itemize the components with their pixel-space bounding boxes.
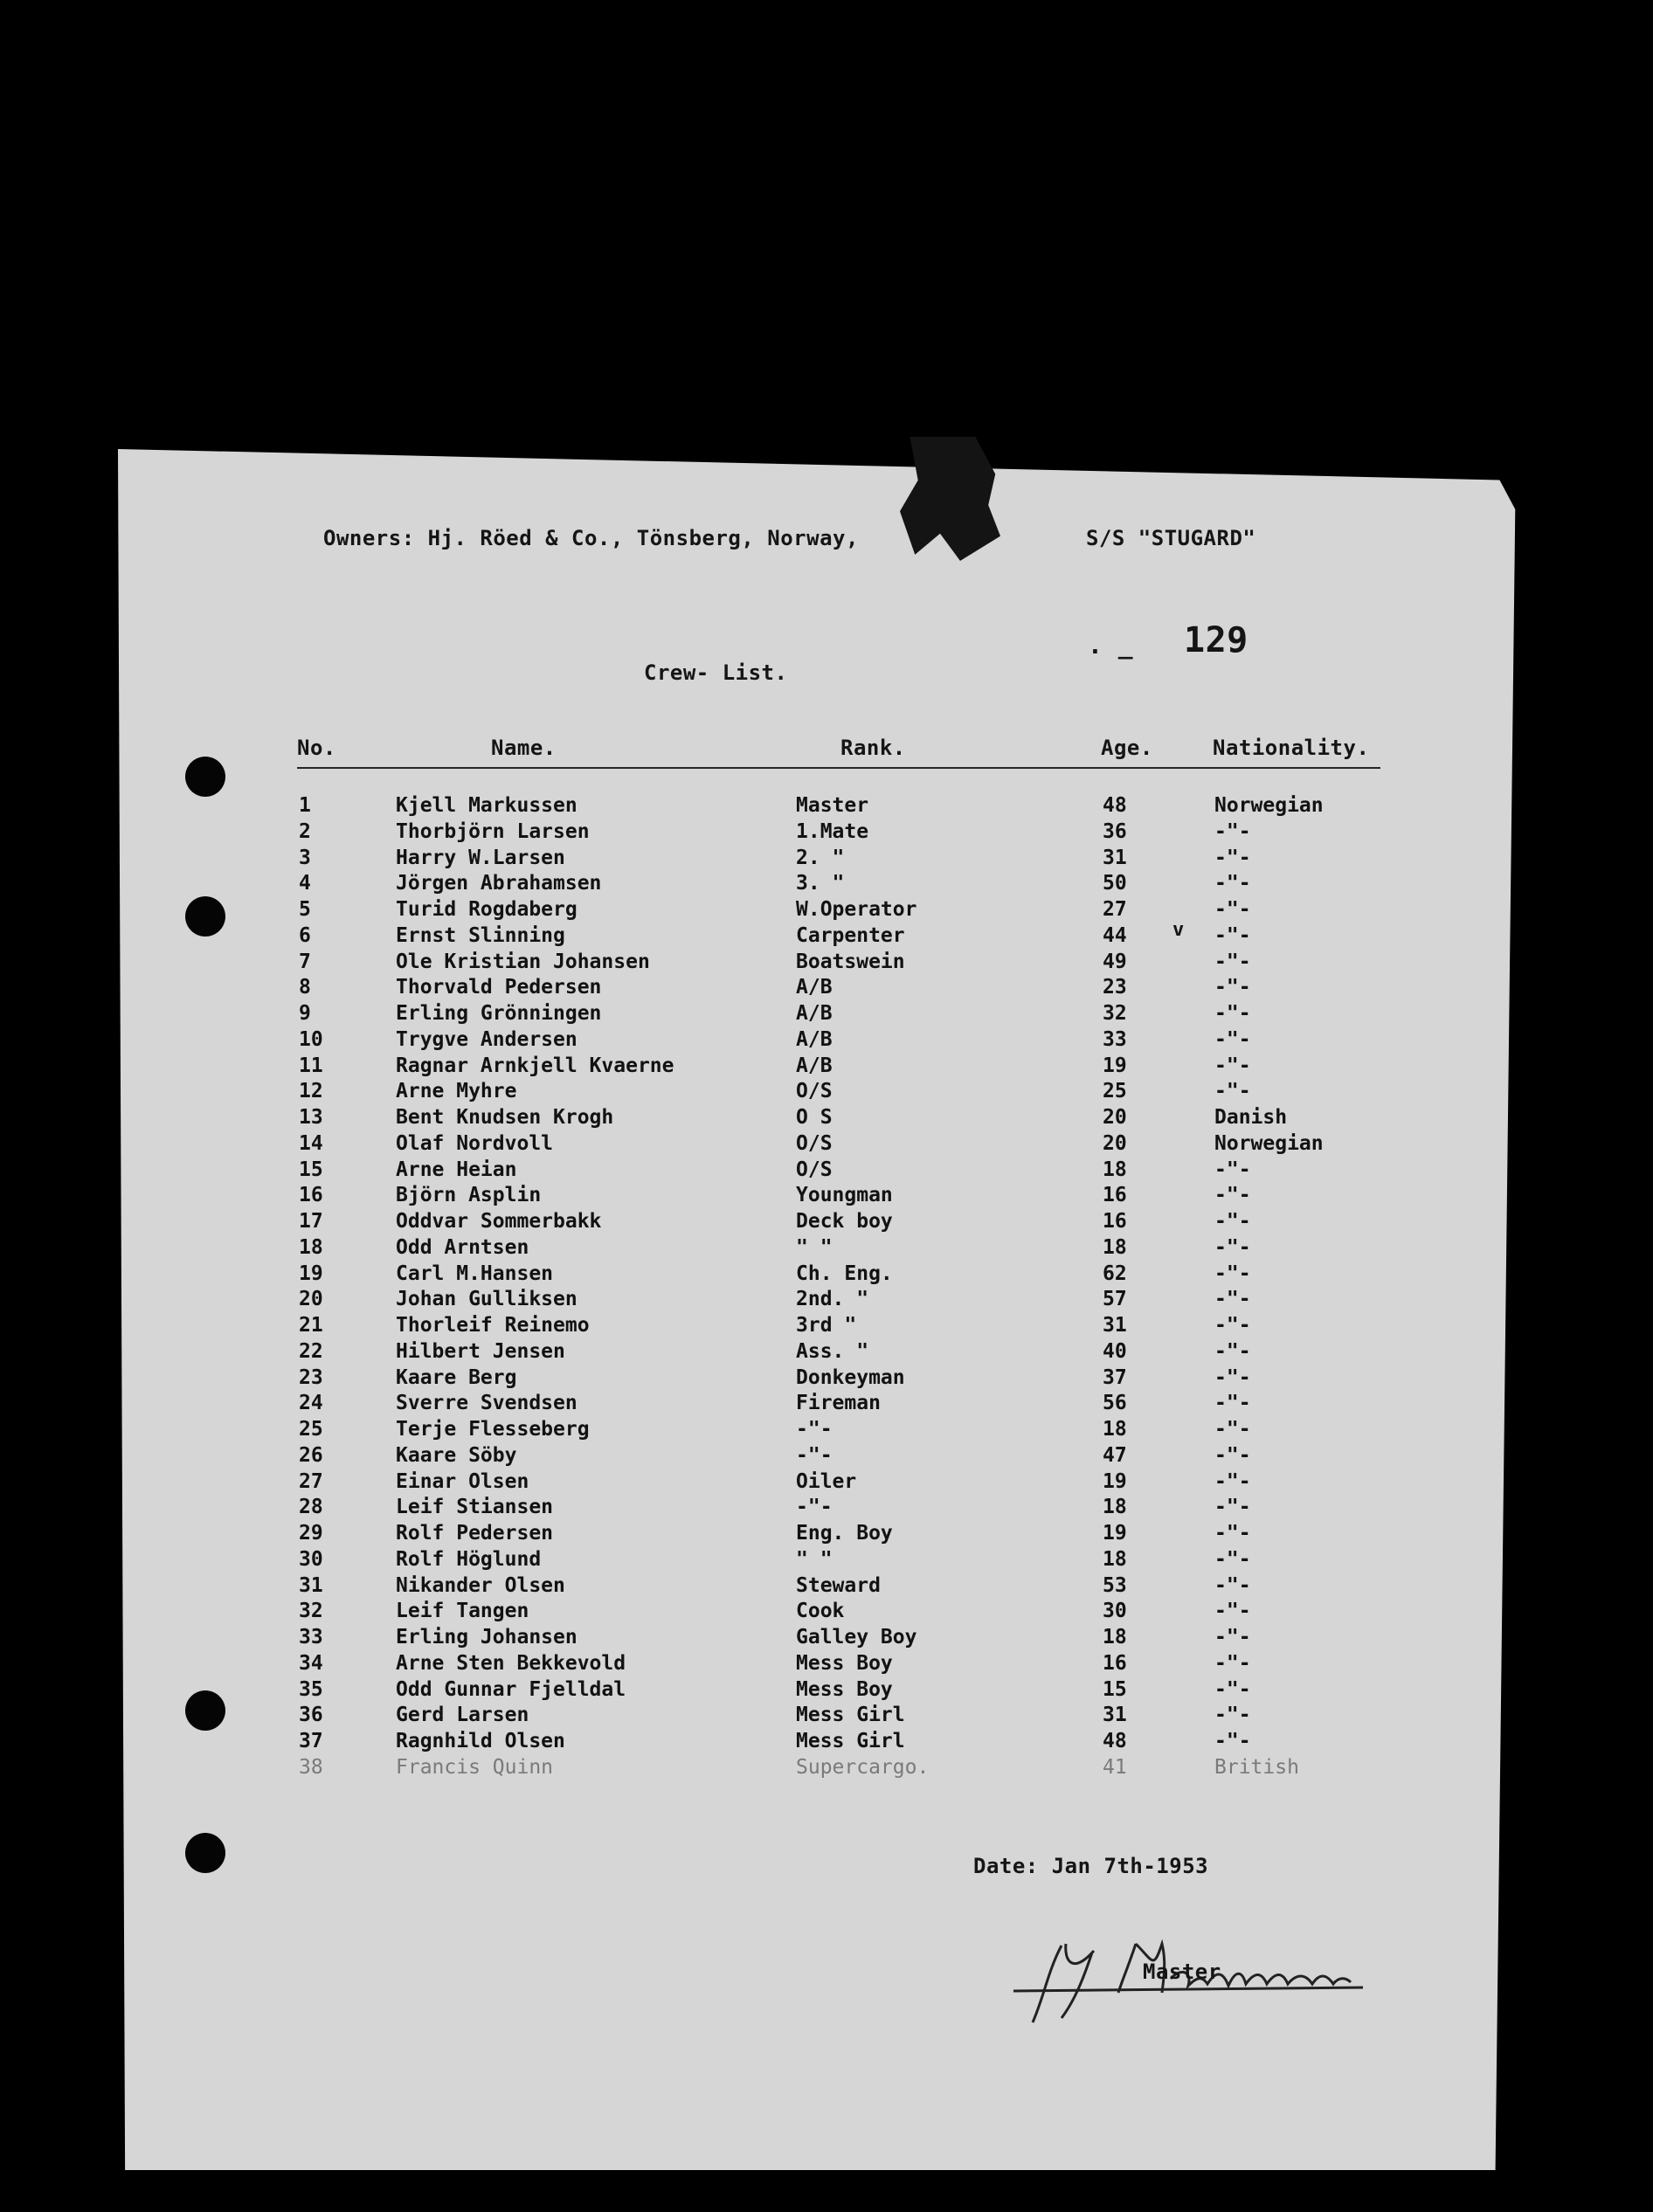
table-row xyxy=(0,1704,1653,1730)
crew-age: 48 xyxy=(1103,794,1127,817)
crew-name: Kaare Berg xyxy=(396,1366,517,1389)
crew-no: 19 xyxy=(299,1262,323,1285)
crew-no: 30 xyxy=(299,1548,323,1571)
crew-rank: O/S xyxy=(796,1158,833,1181)
crew-name: Björn Asplin xyxy=(396,1184,542,1206)
crew-nationality: -"- xyxy=(1214,1288,1251,1310)
crew-rank: Deck boy xyxy=(796,1210,893,1233)
crew-name: Rolf Pedersen xyxy=(396,1522,554,1545)
crew-nationality: -"- xyxy=(1214,1470,1251,1493)
crew-rank: -"- xyxy=(796,1418,833,1441)
tick-mark: v xyxy=(1172,919,1185,941)
crew-age: 16 xyxy=(1103,1184,1127,1206)
crew-no: 3 xyxy=(299,847,311,869)
crew-age: 18 xyxy=(1103,1626,1127,1649)
table-row xyxy=(0,1054,1653,1081)
crew-rank: Boatswein xyxy=(796,950,905,973)
crew-nationality: -"- xyxy=(1214,1262,1251,1285)
crew-name: Erling Grönningen xyxy=(396,1002,602,1025)
crew-name: Thorvald Pedersen xyxy=(396,976,602,999)
crew-name: Nikander Olsen xyxy=(396,1574,565,1597)
crew-no: 22 xyxy=(299,1340,323,1363)
crew-name: Carl M.Hansen xyxy=(396,1262,554,1285)
crew-rank: Ch. Eng. xyxy=(796,1262,893,1285)
crew-nationality: Danish xyxy=(1214,1106,1288,1129)
crew-nationality: -"- xyxy=(1214,1522,1251,1545)
table-row xyxy=(0,950,1653,977)
table-row xyxy=(0,1288,1653,1314)
table-row xyxy=(0,976,1653,1002)
crew-age: 16 xyxy=(1103,1652,1127,1675)
crew-no: 15 xyxy=(299,1158,323,1181)
crew-no: 16 xyxy=(299,1184,323,1206)
crew-no: 24 xyxy=(299,1392,323,1414)
crew-name: Kaare Söby xyxy=(396,1444,517,1467)
crew-nationality: -"- xyxy=(1214,1236,1251,1259)
crew-rank: Galley Boy xyxy=(796,1626,917,1649)
crew-age: 40 xyxy=(1103,1340,1127,1363)
crew-nationality: -"- xyxy=(1214,1080,1251,1103)
punch-hole xyxy=(185,1833,225,1873)
crew-age: 36 xyxy=(1103,820,1127,843)
ship-name: S/S "STUGARD" xyxy=(1086,526,1256,550)
crew-rank: Mess Girl xyxy=(796,1704,905,1726)
crew-no: 10 xyxy=(299,1028,323,1051)
crew-age: 18 xyxy=(1103,1418,1127,1441)
crew-nationality: -"- xyxy=(1214,1158,1251,1181)
crew-rank: A/B xyxy=(796,1002,833,1025)
crew-age: 16 xyxy=(1103,1210,1127,1233)
crew-nationality: British xyxy=(1214,1756,1299,1779)
crew-age: 30 xyxy=(1103,1600,1127,1622)
crew-no: 4 xyxy=(299,872,311,895)
crew-nationality: -"- xyxy=(1214,1652,1251,1675)
owners-line: Owners: Hj. Röed & Co., Tönsberg, Norway, xyxy=(323,526,859,550)
crew-age: 31 xyxy=(1103,847,1127,869)
crew-nationality: -"- xyxy=(1214,1392,1251,1414)
crew-age: 15 xyxy=(1103,1678,1127,1701)
crew-name: Turid Rogdaberg xyxy=(396,898,578,921)
crew-nationality: -"- xyxy=(1214,1054,1251,1077)
crew-age: 48 xyxy=(1103,1730,1127,1752)
crew-rank: 3. " xyxy=(796,872,845,895)
crew-age: 23 xyxy=(1103,976,1127,999)
table-row xyxy=(0,1392,1653,1418)
crew-nationality: -"- xyxy=(1214,1444,1251,1467)
crew-rank: Fireman xyxy=(796,1392,881,1414)
table-row xyxy=(0,1730,1653,1756)
table-row xyxy=(0,1652,1653,1678)
crew-nationality: -"- xyxy=(1214,976,1251,999)
crew-age: 37 xyxy=(1103,1366,1127,1389)
crew-rank: 1.Mate xyxy=(796,820,869,843)
crew-no: 36 xyxy=(299,1704,323,1726)
crew-rank: " " xyxy=(796,1236,833,1259)
crew-name: Thorbjörn Larsen xyxy=(396,820,590,843)
crew-nationality: -"- xyxy=(1214,872,1251,895)
crew-name: Gerd Larsen xyxy=(396,1704,529,1726)
crew-name: Leif Stiansen xyxy=(396,1496,554,1518)
crew-no: 1 xyxy=(299,794,311,817)
crew-age: 47 xyxy=(1103,1444,1127,1467)
table-row xyxy=(0,898,1653,924)
table-row xyxy=(0,1574,1653,1600)
crew-no: 6 xyxy=(299,924,311,947)
page-mark: . _ xyxy=(1088,631,1134,660)
crew-no: 8 xyxy=(299,976,311,999)
crew-name: Ragnar Arnkjell Kvaerne xyxy=(396,1054,674,1077)
crew-no: 28 xyxy=(299,1496,323,1518)
crew-nationality: -"- xyxy=(1214,1496,1251,1518)
table-row xyxy=(0,847,1653,873)
crew-rank: O/S xyxy=(796,1132,833,1155)
crew-rank: Supercargo. xyxy=(796,1756,930,1779)
column-header-nationality: Nationality. xyxy=(1213,736,1370,760)
crew-nationality: -"- xyxy=(1214,1626,1251,1649)
crew-no: 11 xyxy=(299,1054,323,1077)
crew-nationality: -"- xyxy=(1214,898,1251,921)
crew-no: 23 xyxy=(299,1366,323,1389)
crew-name: Oddvar Sommerbakk xyxy=(396,1210,602,1233)
crew-rank: 2. " xyxy=(796,847,845,869)
crew-nationality: -"- xyxy=(1214,1366,1251,1389)
crew-age: 20 xyxy=(1103,1132,1127,1155)
crew-nationality: Norwegian xyxy=(1214,794,1324,817)
document-date: Date: Jan 7th-1953 xyxy=(973,1854,1209,1878)
table-row xyxy=(0,1522,1653,1548)
crew-nationality: -"- xyxy=(1214,847,1251,869)
crew-name: Olaf Nordvoll xyxy=(396,1132,554,1155)
table-row xyxy=(0,1314,1653,1340)
crew-nationality: -"- xyxy=(1214,1548,1251,1571)
crew-nationality: -"- xyxy=(1214,1574,1251,1597)
crew-name: Ernst Slinning xyxy=(396,924,565,947)
crew-nationality: -"- xyxy=(1214,924,1251,947)
crew-no: 37 xyxy=(299,1730,323,1752)
table-row xyxy=(0,872,1653,898)
table-row xyxy=(0,1548,1653,1574)
crew-age: 49 xyxy=(1103,950,1127,973)
table-row xyxy=(0,1626,1653,1652)
crew-age: 33 xyxy=(1103,1028,1127,1051)
crew-age: 57 xyxy=(1103,1288,1127,1310)
crew-rank: " " xyxy=(796,1548,833,1571)
crew-no: 14 xyxy=(299,1132,323,1155)
crew-no: 33 xyxy=(299,1626,323,1649)
crew-age: 20 xyxy=(1103,1106,1127,1129)
table-row xyxy=(0,1678,1653,1704)
crew-nationality: -"- xyxy=(1214,1678,1251,1701)
crew-rank: Mess Girl xyxy=(796,1730,905,1752)
crew-name: Rolf Höglund xyxy=(396,1548,542,1571)
crew-no: 31 xyxy=(299,1574,323,1597)
crew-nationality: -"- xyxy=(1214,1730,1251,1752)
crew-name: Kjell Markussen xyxy=(396,794,578,817)
crew-no: 21 xyxy=(299,1314,323,1337)
crew-no: 25 xyxy=(299,1418,323,1441)
crew-name: Sverre Svendsen xyxy=(396,1392,578,1414)
crew-age: 19 xyxy=(1103,1522,1127,1545)
crew-nationality: -"- xyxy=(1214,950,1251,973)
crew-age: 41 xyxy=(1103,1756,1127,1779)
crew-rank: 3rd " xyxy=(796,1314,857,1337)
table-row xyxy=(0,1132,1653,1158)
crew-no: 9 xyxy=(299,1002,311,1025)
crew-no: 32 xyxy=(299,1600,323,1622)
table-row xyxy=(0,1236,1653,1262)
table-row xyxy=(0,1444,1653,1470)
table-row xyxy=(0,1496,1653,1522)
torn-corner xyxy=(900,437,1000,561)
crew-age: 18 xyxy=(1103,1496,1127,1518)
punch-hole xyxy=(185,757,225,797)
crew-nationality: -"- xyxy=(1214,820,1251,843)
table-row xyxy=(0,924,1653,950)
crew-no: 18 xyxy=(299,1236,323,1259)
table-row xyxy=(0,794,1653,820)
crew-age: 25 xyxy=(1103,1080,1127,1103)
column-header-no: No. xyxy=(297,736,336,760)
crew-age: 44 xyxy=(1103,924,1127,947)
crew-nationality: -"- xyxy=(1214,1704,1251,1726)
crew-age: 31 xyxy=(1103,1704,1127,1726)
crew-age: 53 xyxy=(1103,1574,1127,1597)
table-row xyxy=(0,1262,1653,1289)
crew-nationality: -"- xyxy=(1214,1210,1251,1233)
column-header-rank: Rank. xyxy=(840,736,906,760)
crew-rank: Mess Boy xyxy=(796,1652,893,1675)
crew-no: 35 xyxy=(299,1678,323,1701)
crew-name: Jörgen Abrahamsen xyxy=(396,872,602,895)
crew-no: 2 xyxy=(299,820,311,843)
crew-name: Erling Johansen xyxy=(396,1626,578,1649)
crew-rank: Cook xyxy=(796,1600,845,1622)
crew-age: 19 xyxy=(1103,1470,1127,1493)
crew-rank: Oiler xyxy=(796,1470,857,1493)
crew-nationality: -"- xyxy=(1214,1600,1251,1622)
table-row xyxy=(0,1756,1653,1782)
crew-age: 27 xyxy=(1103,898,1127,921)
crew-name: Harry W.Larsen xyxy=(396,847,565,869)
crew-name: Einar Olsen xyxy=(396,1470,529,1493)
crew-nationality: -"- xyxy=(1214,1184,1251,1206)
crew-name: Bent Knudsen Krogh xyxy=(396,1106,614,1129)
crew-name: Terje Flesseberg xyxy=(396,1418,590,1441)
crew-age: 56 xyxy=(1103,1392,1127,1414)
crew-name: Francis Quinn xyxy=(396,1756,554,1779)
crew-nationality: -"- xyxy=(1214,1314,1251,1337)
crew-no: 27 xyxy=(299,1470,323,1493)
crew-rank: W.Operator xyxy=(796,898,917,921)
crew-no: 38 xyxy=(299,1756,323,1779)
crew-no: 34 xyxy=(299,1652,323,1675)
column-header-name: Name. xyxy=(491,736,557,760)
crew-no: 12 xyxy=(299,1080,323,1103)
crew-rank: A/B xyxy=(796,976,833,999)
crew-age: 18 xyxy=(1103,1548,1127,1571)
crew-age: 50 xyxy=(1103,872,1127,895)
document-title: Crew- List. xyxy=(644,660,788,685)
crew-age: 18 xyxy=(1103,1158,1127,1181)
crew-rank: Ass. " xyxy=(796,1340,869,1363)
crew-no: 26 xyxy=(299,1444,323,1467)
crew-name: Hilbert Jensen xyxy=(396,1340,565,1363)
crew-rank: -"- xyxy=(796,1496,833,1518)
crew-rank: A/B xyxy=(796,1028,833,1051)
crew-age: 32 xyxy=(1103,1002,1127,1025)
crew-name: Trygve Andersen xyxy=(396,1028,578,1051)
crew-rank: Mess Boy xyxy=(796,1678,893,1701)
table-row xyxy=(0,1080,1653,1106)
crew-no: 13 xyxy=(299,1106,323,1129)
crew-nationality: -"- xyxy=(1214,1418,1251,1441)
crew-nationality: Norwegian xyxy=(1214,1132,1324,1155)
crew-name: Arne Myhre xyxy=(396,1080,517,1103)
crew-rank: -"- xyxy=(796,1444,833,1467)
table-row xyxy=(0,1340,1653,1366)
table-row xyxy=(0,1002,1653,1028)
header-rule xyxy=(297,767,1380,769)
crew-no: 20 xyxy=(299,1288,323,1310)
crew-rank: Donkeyman xyxy=(796,1366,905,1389)
crew-name: Ole Kristian Johansen xyxy=(396,950,650,973)
table-row xyxy=(0,1600,1653,1626)
crew-rank: Carpenter xyxy=(796,924,905,947)
crew-rank: O/S xyxy=(796,1080,833,1103)
signature-role: Master xyxy=(1143,1960,1221,1984)
crew-nationality: -"- xyxy=(1214,1028,1251,1051)
crew-nationality: -"- xyxy=(1214,1002,1251,1025)
crew-rank: Master xyxy=(796,794,869,817)
crew-name: Leif Tangen xyxy=(396,1600,529,1622)
column-header-age: Age. xyxy=(1101,736,1153,760)
table-row xyxy=(0,1184,1653,1210)
crew-name: Odd Gunnar Fjelldal xyxy=(396,1678,626,1701)
crew-name: Thorleif Reinemo xyxy=(396,1314,590,1337)
page-number: 129 xyxy=(1184,620,1248,660)
table-row xyxy=(0,1366,1653,1393)
crew-no: 5 xyxy=(299,898,311,921)
table-row xyxy=(0,820,1653,847)
table-row xyxy=(0,1210,1653,1236)
crew-no: 7 xyxy=(299,950,311,973)
crew-name: Ragnhild Olsen xyxy=(396,1730,565,1752)
crew-age: 31 xyxy=(1103,1314,1127,1337)
table-row xyxy=(0,1106,1653,1132)
crew-no: 29 xyxy=(299,1522,323,1545)
crew-age: 62 xyxy=(1103,1262,1127,1285)
crew-rank: O S xyxy=(796,1106,833,1129)
crew-nationality: -"- xyxy=(1214,1340,1251,1363)
table-row xyxy=(0,1470,1653,1497)
crew-rank: A/B xyxy=(796,1054,833,1077)
crew-name: Odd Arntsen xyxy=(396,1236,529,1259)
crew-age: 18 xyxy=(1103,1236,1127,1259)
crew-rank: 2nd. " xyxy=(796,1288,869,1310)
table-row xyxy=(0,1158,1653,1185)
table-row xyxy=(0,1418,1653,1444)
crew-no: 17 xyxy=(299,1210,323,1233)
crew-name: Arne Sten Bekkevold xyxy=(396,1652,626,1675)
crew-age: 19 xyxy=(1103,1054,1127,1077)
crew-name: Arne Heian xyxy=(396,1158,517,1181)
crew-name: Johan Gulliksen xyxy=(396,1288,578,1310)
crew-rank: Steward xyxy=(796,1574,881,1597)
table-row xyxy=(0,1028,1653,1054)
crew-rank: Eng. Boy xyxy=(796,1522,893,1545)
crew-rank: Youngman xyxy=(796,1184,893,1206)
